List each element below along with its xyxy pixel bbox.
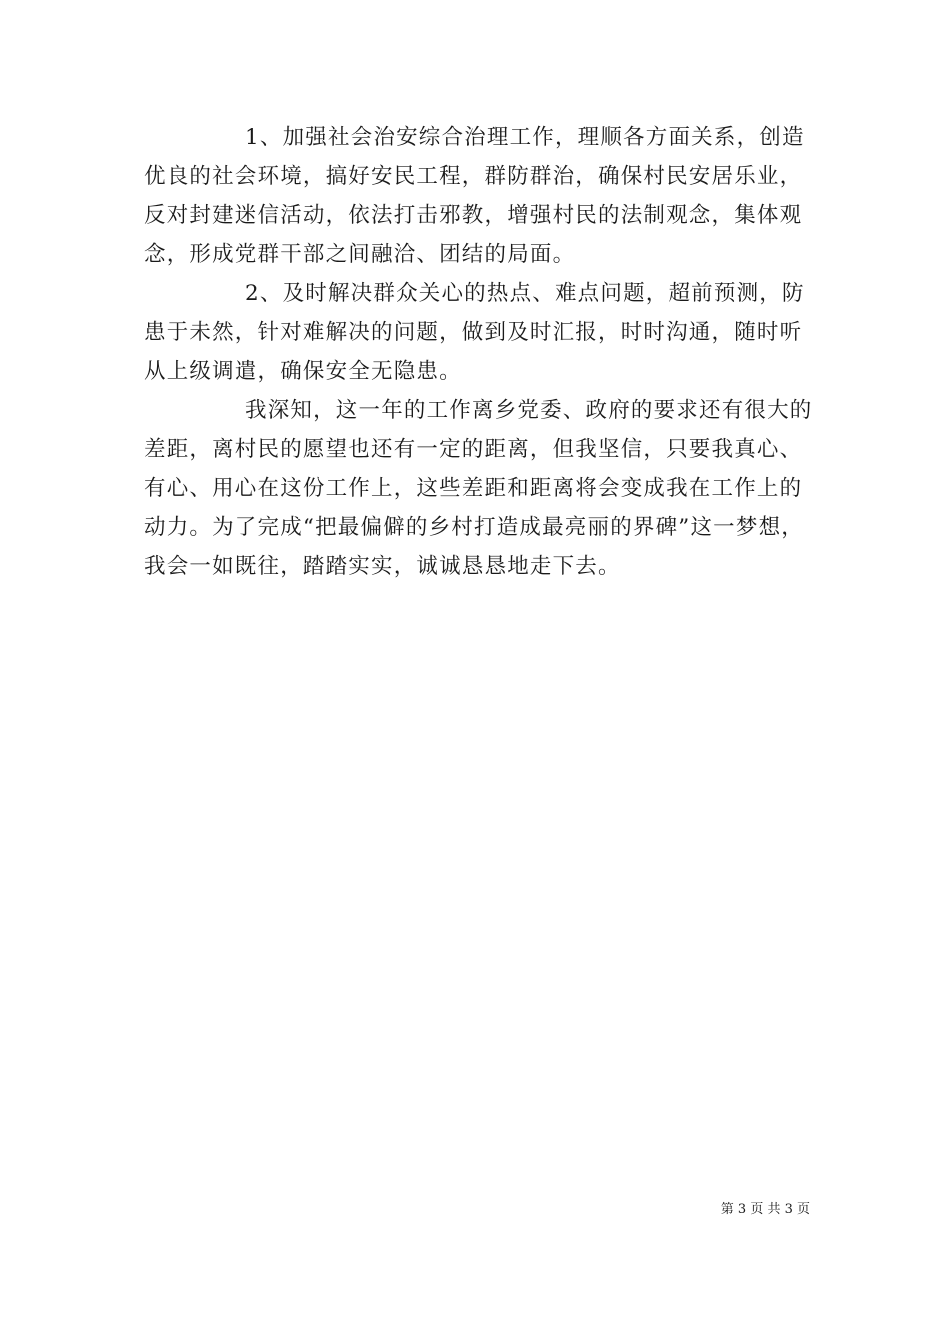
text-line: 有心、用心在这份工作上，这些差距和距离将会变成我在工作上的 [144,476,803,501]
text-line: 从上级调遣，确保安全无隐患。 [144,359,462,384]
text-line: 优良的社会环境，搞好安民工程，群防群治，确保村民安居乐业， [144,164,803,189]
text-line: 反对封建迷信活动，依法打击邪教，增强村民的法制观念，集体观 [144,203,803,228]
text-line: 2、及时解决群众关心的热点、难点问题，超前预测，防 [245,281,805,306]
text-line: 我会一如既往，踏踏实实，诚诚恳恳地走下去。 [144,554,621,579]
text-line: 念，形成党群干部之间融洽、团结的局面。 [144,242,576,267]
text-line: 1、加强社会治安综合治理工作，理顺各方面关系，创造 [245,125,805,150]
text-line: 我深知，这一年的工作离乡党委、政府的要求还有很大的 [245,398,813,423]
text-line: 动力。为了完成“把最偏僻的乡村打造成最亮丽的界碑”这一梦想， [144,515,804,540]
page-number-footer: 第 3 页 共 3 页 [720,1202,810,1217]
text-line: 患于未然，针对难解决的问题，做到及时汇报，时时沟通，随时听 [144,320,803,345]
text-line: 差距，离村民的愿望也还有一定的距离，但我坚信，只要我真心、 [144,437,803,462]
